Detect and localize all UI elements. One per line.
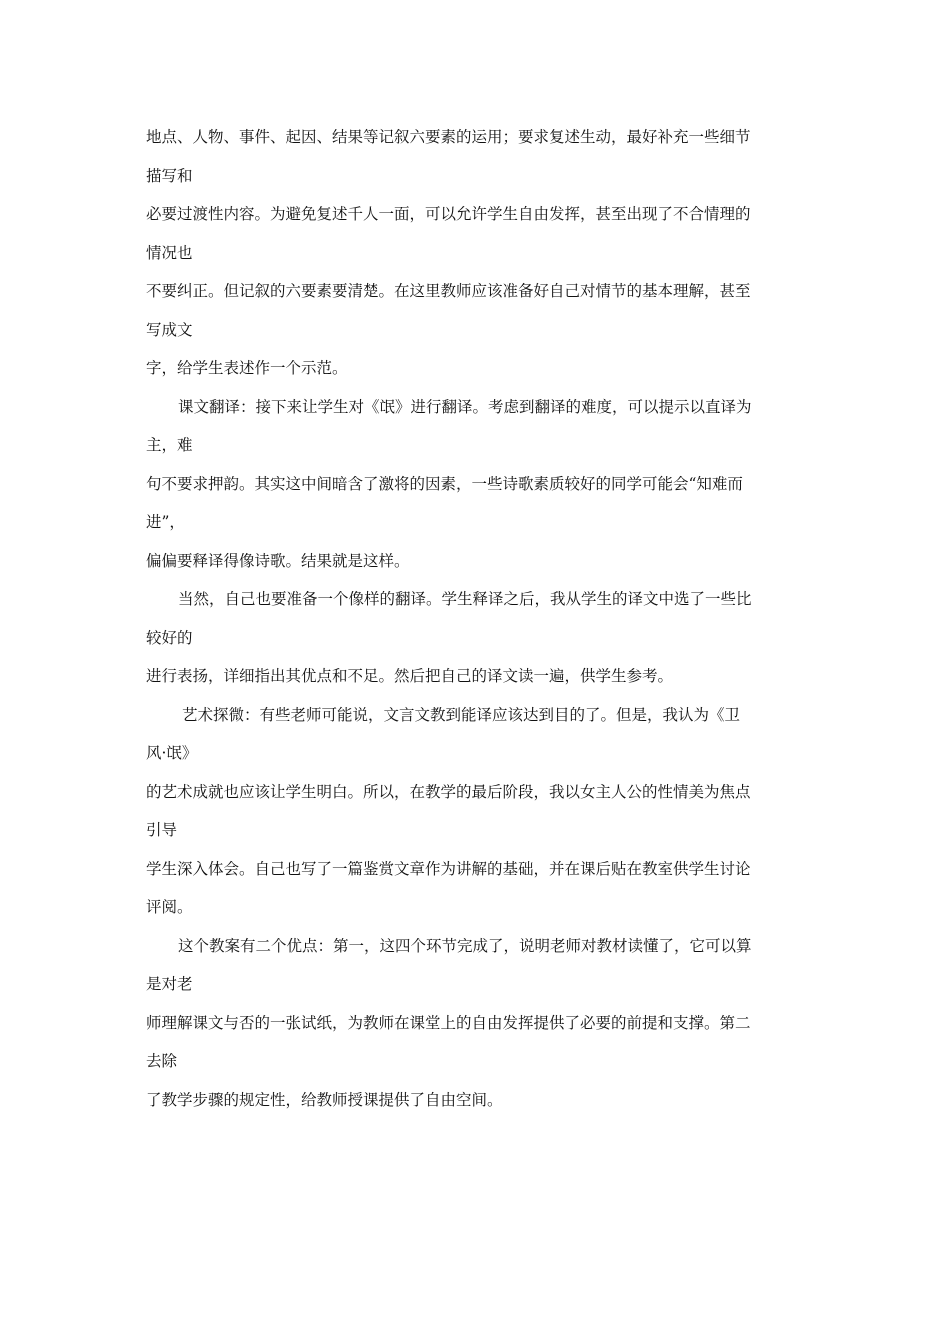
text-line: 进”， xyxy=(146,513,185,531)
text-line: 地点、人物、事件、起因、结果等记叙六要素的运用；要求复述生动，最好补充一些细节 xyxy=(146,128,751,146)
text-line: 学生深入体会。自己也写了一篇鉴赏文章作为讲解的基础，并在课后贴在教室供学生讨论 xyxy=(146,859,751,878)
text-line: 描写和 xyxy=(146,166,193,185)
text-line: 主，难 xyxy=(146,436,193,454)
text-line: 风·氓》 xyxy=(146,744,198,762)
text-line: 师理解课文与否的一张试纸，为教师在课堂上的自由发挥提供了必要的前提和支撑。第二 xyxy=(146,1013,751,1032)
text-line: 较好的 xyxy=(146,628,193,647)
text-line: 评阅。 xyxy=(146,898,193,916)
text-line: 了教学步骤的规定性，给教师授课提供了自由空间。 xyxy=(146,1090,503,1109)
text-line: 写成文 xyxy=(146,320,193,339)
paragraph-start-line: 这个教案有二个优点：第一，这四个环节完成了，说明老师对教材读懂了，它可以算 xyxy=(178,936,752,955)
text-line: 字，给学生表述作一个示范。 xyxy=(146,359,348,377)
text-line: 偏偏要释译得像诗歌。结果就是这样。 xyxy=(146,551,410,570)
text-line: 句不要求押韵。其实这中间暗含了激将的因素，一些诗歌素质较好的同学可能会“知难而 xyxy=(146,474,743,493)
paragraph-start-line: 当然，自己也要准备一个像样的翻译。学生释译之后，我从学生的译文中选了一些比 xyxy=(178,590,752,608)
text-line: 是对老 xyxy=(146,975,193,993)
text-line: 引导 xyxy=(146,821,178,839)
text-line: 情况也 xyxy=(146,243,193,262)
paragraph-start-line: 课文翻译：接下来让学生对《氓》进行翻译。考虑到翻译的难度，可以提示以直译为 xyxy=(178,397,752,416)
paragraph-start-line: 艺术探微：有些老师可能说，文言文教到能译应该达到目的了。但是，我认为《卫 xyxy=(182,705,741,724)
text-line: 进行表扬，详细指出其优点和不足。然后把自己的译文读一遍，供学生参考。 xyxy=(146,667,674,685)
text-line: 的艺术成就也应该让学生明白。所以，在教学的最后阶段，我以女主人公的性情美为焦点 xyxy=(146,782,751,801)
text-line: 去除 xyxy=(146,1052,178,1070)
text-line: 必要过渡性内容。为避免复述千人一面，可以允许学生自由发挥，甚至出现了不合情理的 xyxy=(146,205,751,223)
text-line: 不要纠正。但记叙的六要素要清楚。在这里教师应该准备好自己对情节的基本理解，甚至 xyxy=(146,282,751,300)
document-body xyxy=(146,124,816,1125)
